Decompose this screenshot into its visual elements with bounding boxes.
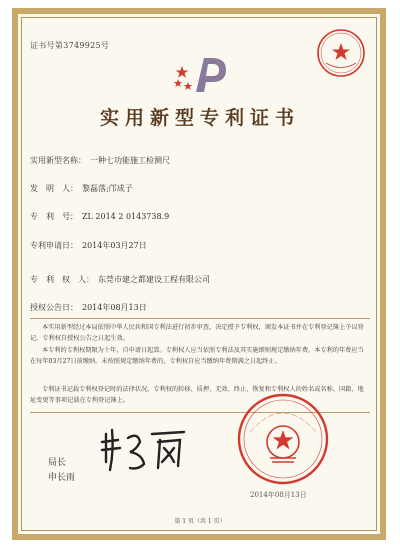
patentee-value: 东莞市建之都建设工程有限公司 [98,275,210,284]
page-footer: 第 1 页（共 1 页） [174,518,226,525]
paragraph-register: 专利证书记载专利权登记时的法律状况。专利权的转移、质押、无效、终止、恢复和专利权人的姓名或名称、国籍、地址变更等事项记载在专利登记簿上。 [30,386,364,405]
state-seal [236,392,330,486]
inventor-label: 发 明 人： [30,184,78,193]
paragraph-grant: 本实用新型经过本局依照中华人民共和国专利法进行初步审查，决定授予专利权，颁发本证书并在专利登记簿上予以登记。专利权自授权公告之日起生效。 [30,324,364,343]
handwritten-signature [96,420,191,480]
agency-seal [316,28,366,78]
utility-model-name-row [30,155,170,166]
seal-date: 2014年08月13日 [250,491,307,499]
grant-date-label: 授权公告日： [30,303,78,312]
grant-date-row [30,302,147,313]
filing-date-row [30,240,147,251]
patent-number-value: ZL 2014 2 0143738.9 [82,212,170,221]
sipo-emblem [170,52,240,96]
signatory-title: 局长 [48,458,67,468]
patent-number-label: 专 利 号： [30,212,78,221]
inventor-value: 黎磊落;邝成子 [82,184,133,193]
grant-date-value: 2014年08月13日 [82,303,147,312]
filing-date-value: 2014年03月27日 [82,241,147,250]
patentee-row [30,274,210,285]
utility-model-name-value: 一种七功能施工检测尺 [90,156,170,165]
certificate-title: 实用新型专利证书 [99,107,300,129]
filing-date-label: 专利申请日： [30,241,78,250]
divider [30,318,370,319]
inventor-row [30,183,133,194]
patent-number-row [30,211,169,222]
signatory-name: 申长雨 [48,473,76,483]
patentee-label: 专 利 权 人： [30,275,94,284]
utility-model-name-label: 实用新型名称： [30,156,86,165]
paragraph-term: 本专利的专利权期限为十年，自申请日起算。专利权人应当依照专利法及其实施细则规定缴纳年费。本专利的年费应当在每年03月27日前缴纳。未按照规定缴纳年费的，专利权自应当缴纳年费期满之日起终止。 [30,347,364,366]
certificate-number: 证书号第3749925号 [30,41,110,50]
